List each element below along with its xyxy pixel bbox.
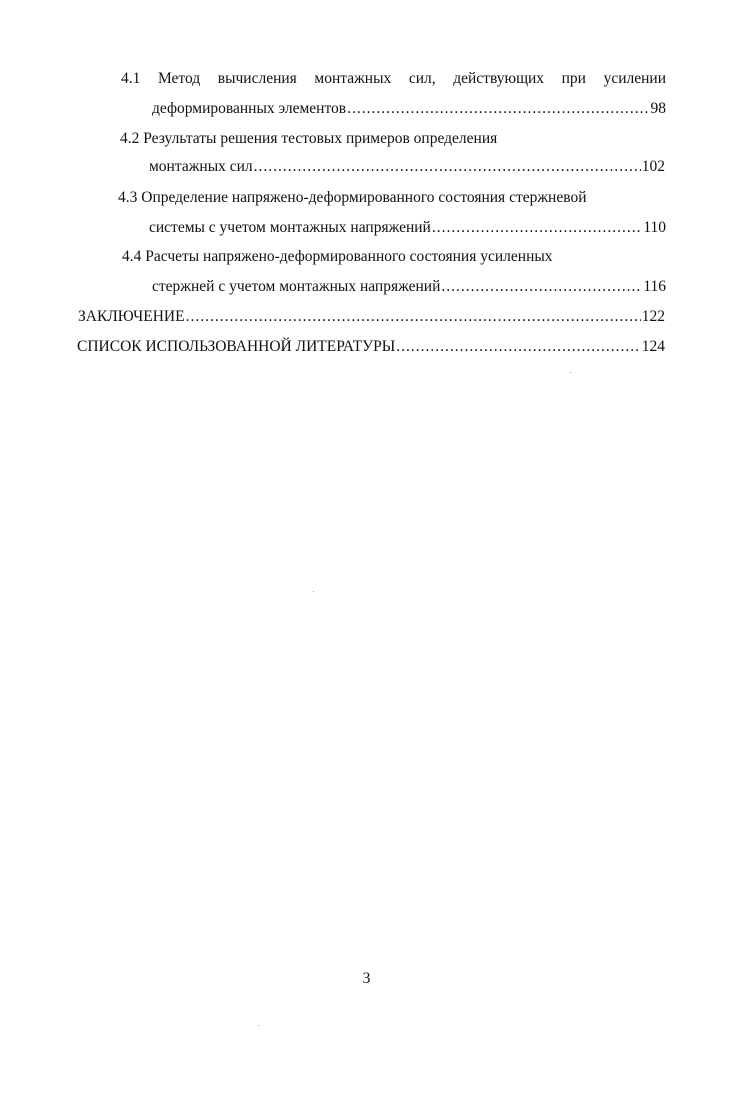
dot-leader — [254, 157, 641, 177]
toc-entry-4-1-continuation — [152, 99, 666, 119]
toc-entry-4-4-heading: 4.4 Расчеты напряжено-деформированного состояния усиленных — [122, 248, 553, 265]
dot-leader — [441, 277, 642, 297]
toc-entry-4-1-heading: 4.1 Метод вычисления монтажных сил, действующих при усилении — [121, 70, 666, 87]
toc-entry-4-3-page: 110 — [643, 219, 666, 236]
toc-references-title: СПИСОК ИСПОЛЬЗОВАННОЙ ЛИТЕРАТУРЫ — [77, 338, 396, 355]
dot-leader — [347, 99, 649, 119]
toc-entry-4-2-heading: 4.2 Результаты решения тестовых примеров определения — [120, 130, 498, 147]
dot-leader — [186, 307, 641, 327]
toc-entry-4-2-continuation — [149, 157, 665, 177]
page-number: 3 — [362, 970, 371, 987]
toc-entry-4-3-heading: 4.3 Определение напряжено-деформированного состояния стержневой — [118, 189, 587, 206]
toc-references — [77, 337, 665, 357]
scan-speck — [258, 1025, 259, 1026]
toc-conclusion-page: 122 — [641, 308, 665, 325]
dot-leader — [396, 337, 640, 357]
toc-entry-4-4-text: стержней с учетом монтажных напряжений — [152, 278, 441, 295]
toc-entry-4-4-continuation — [152, 277, 666, 297]
scan-speck — [570, 372, 571, 373]
dot-leader — [432, 218, 642, 238]
toc-entry-4-4-page: 116 — [643, 278, 666, 295]
toc-entry-4-2-text: монтажных сил — [149, 158, 253, 175]
toc-entry-4-3-text: системы с учетом монтажных напряжений — [149, 219, 431, 236]
toc-entry-4-1-text: деформированных элементов — [152, 100, 347, 117]
toc-entry-4-3-continuation — [149, 218, 666, 238]
toc-entry-4-1-page: 98 — [650, 100, 666, 117]
toc-conclusion-title: ЗАКЛЮЧЕНИЕ — [78, 308, 185, 325]
toc-entry-4-2-page: 102 — [641, 158, 665, 175]
toc-conclusion — [78, 307, 665, 327]
toc-references-page: 124 — [641, 338, 665, 355]
scan-speck — [313, 591, 314, 592]
